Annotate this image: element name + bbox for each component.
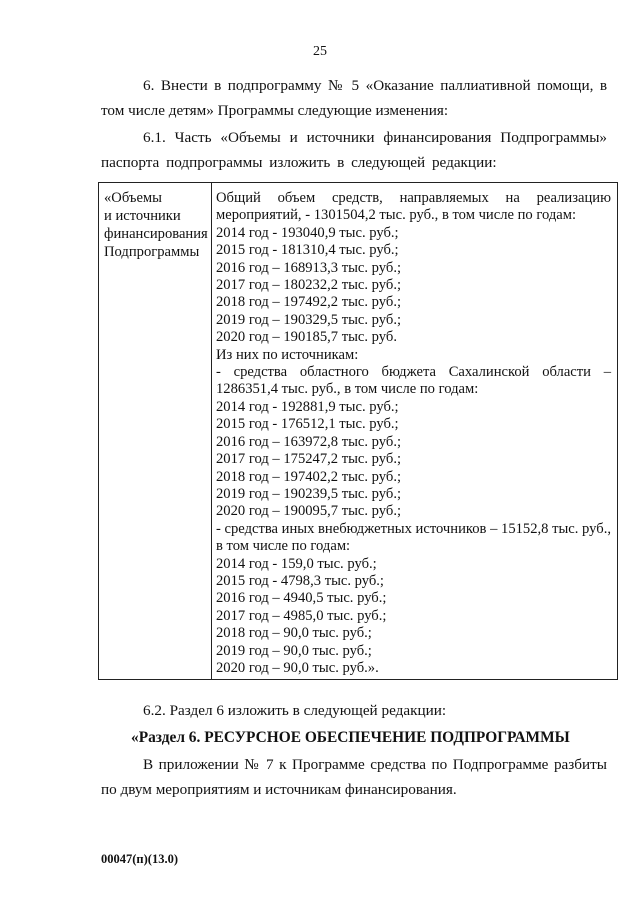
paragraph-6-1: 6.1. Часть «Объемы и источники финансирования Подпрограммы» паспорта подпрограммы изложить в следующей редакции:	[101, 129, 607, 171]
label-line: и источники	[104, 208, 181, 224]
extrabudget-year-line: 2020 год – 90,0 тыс. руб.».	[216, 659, 379, 676]
section-heading: «Раздел 6. РЕСУРСНОЕ ОБЕСПЕЧЕНИЕ ПОДПРОГРАММЫ	[131, 729, 570, 746]
regional-year-line: 2017 год – 175247,2 тыс. руб.;	[216, 451, 402, 468]
extrabudget-intro: - средства иных внебюджетных источников – 15152,8 тыс. руб., в том числе по годам:	[216, 520, 611, 555]
total-year-line: 2017 год – 180232,2 тыс. руб.;	[216, 277, 402, 294]
total-year-line: 2018 год – 197492,2 тыс. руб.;	[216, 294, 402, 311]
table-value-cell	[216, 190, 611, 677]
label-line: Подпрограммы	[104, 244, 200, 260]
extrabudget-year-line: 2015 год - 4798,3 тыс. руб.;	[216, 572, 384, 589]
table-column-divider	[211, 183, 212, 679]
paragraph-6-2: 6.2. Раздел 6 изложить в следующей редакции:	[143, 702, 447, 719]
regional-year-line: 2016 год – 163972,8 тыс. руб.;	[216, 433, 402, 450]
extrabudget-year-line: 2017 год – 4985,0 тыс. руб.;	[216, 607, 387, 624]
paragraph-6: 6. Внести в подпрограмму № 5 «Оказание паллиативной помощи, в том числе детям» Программы следующие изменения:	[101, 77, 607, 119]
label-line: финансирования	[104, 226, 208, 242]
total-year-line: 2014 год - 193040,9 тыс. руб.;	[216, 224, 399, 241]
document-code: 00047(п)(13.0)	[101, 852, 178, 866]
page-number: 25	[313, 44, 327, 59]
regional-year-line: 2018 год – 197402,2 тыс. руб.;	[216, 468, 402, 485]
label-line: «Объемы	[104, 190, 162, 206]
sources-heading: Из них по источникам:	[216, 346, 359, 363]
extrabudget-year-line: 2014 год - 159,0 тыс. руб.;	[216, 555, 377, 572]
extrabudget-year-line: 2018 год – 90,0 тыс. руб.;	[216, 625, 372, 642]
total-year-line: 2015 год - 181310,4 тыс. руб.;	[216, 242, 399, 259]
regional-year-line: 2020 год – 190095,7 тыс. руб.;	[216, 503, 402, 520]
extrabudget-year-line: 2016 год – 4940,5 тыс. руб.;	[216, 590, 387, 607]
regional-budget-intro: - средства областного бюджета Сахалинской области – 1286351,4 тыс. руб., в том числе по годам:	[216, 364, 611, 398]
total-year-line: 2019 год – 190329,5 тыс. руб.;	[216, 311, 402, 328]
regional-year-line: 2019 год – 190239,5 тыс. руб.;	[216, 485, 402, 502]
section-body: В приложении № 7 к Программе средства по Подпрограмме разбиты по двум мероприятиям и источникам финансирования.	[101, 756, 607, 798]
total-funding-intro: Общий объем средств, направляемых на реализацию мероприятий, - 1301504,2 тыс. руб., в том числе по годам:	[216, 190, 611, 224]
total-year-line: 2020 год – 190185,7 тыс. руб.	[216, 329, 397, 346]
table-label-cell	[104, 189, 209, 261]
extrabudget-year-line: 2019 год – 90,0 тыс. руб.;	[216, 642, 372, 659]
total-year-line: 2016 год – 168913,3 тыс. руб.;	[216, 259, 402, 276]
regional-year-line: 2014 год - 192881,9 тыс. руб.;	[216, 398, 399, 415]
funding-table	[98, 182, 618, 680]
regional-year-line: 2015 год - 176512,1 тыс. руб.;	[216, 416, 399, 433]
